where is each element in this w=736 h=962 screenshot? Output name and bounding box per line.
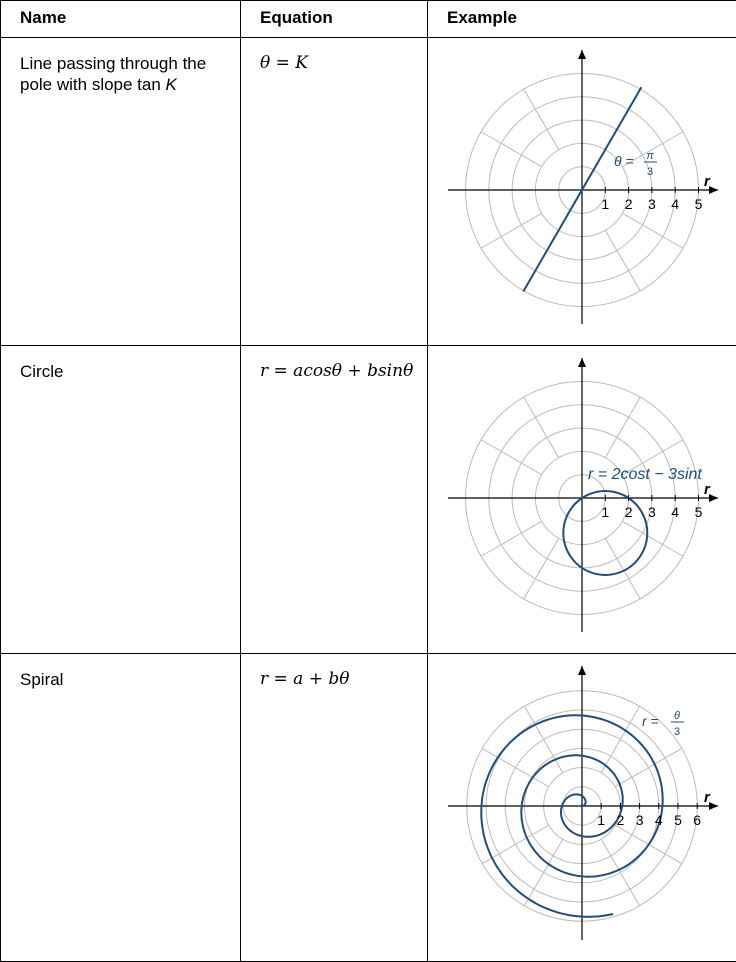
curve-label-lhs: r = [642, 713, 659, 729]
row-name: Line passing through the pole with slope tan [20, 54, 207, 94]
curve-label-lhs: θ = [614, 153, 634, 169]
table-row [1, 38, 736, 346]
tick-label: 3 [635, 812, 644, 828]
tick-labels [601, 495, 702, 520]
tick-label: 2 [624, 196, 633, 212]
equation: θ = K [260, 53, 308, 73]
axis-label-r: r [704, 789, 710, 806]
name-cell [1, 346, 241, 654]
grid-spoke [481, 213, 542, 248]
curve-label-numerator: θ [674, 710, 680, 722]
y-axis-arrow [578, 50, 586, 59]
example-cell [428, 654, 736, 962]
grid-spoke [605, 538, 640, 599]
x-axis-arrow [709, 186, 718, 194]
tick-label: 5 [694, 504, 703, 520]
equation-cell [241, 346, 428, 654]
header-equation: Equation [241, 1, 428, 38]
tick-label: 6 [693, 812, 702, 828]
polar-plot-line [428, 38, 736, 344]
equation-cell [241, 654, 428, 962]
name-cell [1, 38, 241, 346]
equation: r = acosθ + bsinθ [260, 361, 414, 381]
x-axis-arrow [709, 494, 718, 502]
curve-label: r = 2cost − 3sint [588, 466, 702, 483]
table-row [1, 654, 736, 962]
grid-spoke [524, 397, 559, 458]
curve-label-numerator: π [646, 150, 654, 162]
grid-spoke [622, 213, 683, 248]
curve-label-denominator: 3 [646, 166, 654, 178]
example-cell [428, 346, 736, 654]
row-name: Spiral [20, 670, 64, 689]
tick-label: 4 [671, 196, 680, 212]
header-name: Name [1, 1, 241, 38]
tick-label: 1 [601, 196, 610, 212]
tick-label: 5 [674, 812, 682, 828]
table-row [1, 346, 736, 654]
polar-grid [448, 358, 718, 632]
tick-label: 2 [616, 812, 625, 828]
equation-cell [241, 38, 428, 346]
grid-spoke [605, 397, 640, 458]
tick-label: 1 [601, 504, 610, 520]
name-cell [1, 654, 241, 962]
grid-spoke [605, 230, 640, 291]
polar-plot-circle [428, 346, 736, 652]
row-name: Circle [20, 362, 64, 381]
tick-label: 2 [624, 504, 633, 520]
grid-spoke [481, 440, 542, 475]
tick-labels [601, 187, 702, 212]
curve-label-denominator: 3 [673, 726, 681, 738]
row-name-variable: K [165, 75, 177, 94]
tick-label: 1 [597, 812, 606, 828]
tick-label: 3 [648, 504, 656, 520]
tick-label: 5 [694, 196, 703, 212]
equation: r = a + bθ [260, 669, 350, 689]
grid-spoke [524, 89, 559, 150]
grid-spoke [481, 521, 542, 556]
header-row [1, 1, 736, 38]
example-cell [428, 38, 736, 346]
axis-label-r: r [704, 481, 710, 498]
tick-label: 4 [671, 504, 680, 520]
polar-plot-spiral [428, 654, 736, 960]
axis-label-r: r [704, 173, 710, 190]
y-axis-arrow [578, 358, 586, 367]
x-axis-arrow [709, 802, 718, 810]
y-axis-arrow [578, 666, 586, 675]
header-example: Example [428, 1, 736, 38]
grid-spoke [481, 132, 542, 167]
tick-label: 3 [648, 196, 656, 212]
grid-spoke [622, 521, 683, 556]
tick-label: 4 [654, 812, 663, 828]
grid-spoke [524, 538, 559, 599]
